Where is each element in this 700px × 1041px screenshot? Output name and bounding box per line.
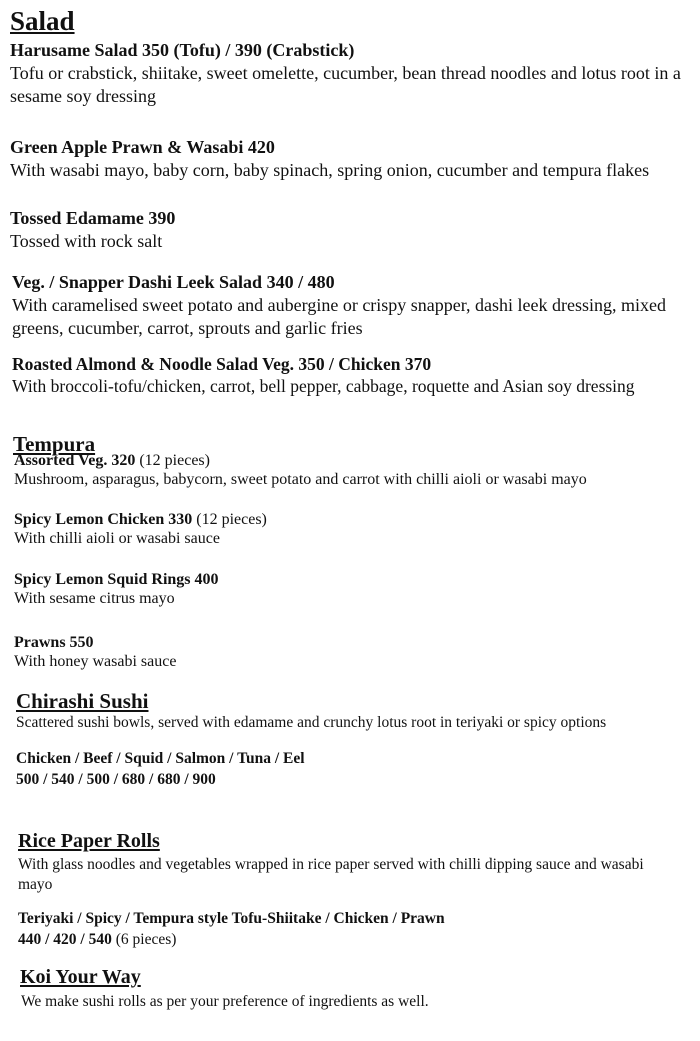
tempura-heading: Tempura — [13, 432, 96, 456]
salad-item-tossed-edamame — [10, 208, 700, 253]
item-title: Spicy Lemon Squid Rings 400 — [14, 571, 219, 588]
item-description: Mushroom, asparagus, babycorn, sweet potato and carrot with chilli aioli or wasabi mayo — [14, 471, 587, 489]
rice-paper-price-line — [18, 930, 700, 951]
salad-item-green-apple-prawn — [10, 137, 700, 182]
item-title: Harusame Salad 350 (Tofu) / 390 (Crabstick) — [10, 40, 355, 60]
tempura-item-assorted-veg — [14, 451, 700, 491]
item-description: With broccoli-tofu/chicken, carrot, bell pepper, cabbage, roquette and Asian soy dressing — [12, 376, 635, 396]
item-name: Spicy Lemon Chicken 330 — [14, 511, 193, 528]
salad-item-dashi-leek — [12, 272, 700, 340]
item-title: Veg. / Snapper Dashi Leek Salad 340 / 480 — [12, 272, 335, 292]
item-title: Tossed Edamame 390 — [10, 208, 176, 228]
chirashi-options: Chicken / Beef / Squid / Salmon / Tuna / Eel — [16, 750, 305, 768]
chirashi-description: Scattered sushi bowls, served with edamame and crunchy lotus root in teriyaki or spicy options — [16, 714, 607, 731]
item-description: With chilli aioli or wasabi sauce — [14, 530, 220, 548]
tempura-item-prawns — [14, 633, 700, 673]
salad-item-almond-noodle — [12, 354, 700, 398]
rice-paper-block — [18, 855, 700, 951]
item-title — [14, 510, 700, 529]
koi-block — [21, 992, 700, 1012]
item-title: Green Apple Prawn & Wasabi 420 — [10, 137, 275, 157]
item-description: With sesame citrus mayo — [14, 590, 175, 608]
item-title: Roasted Almond & Noodle Salad Veg. 350 / Chicken 370 — [12, 354, 432, 374]
salad-item-harusame — [10, 40, 700, 108]
tempura-item-squid-rings — [14, 570, 700, 610]
rice-paper-note: (6 pieces) — [115, 931, 177, 949]
item-description: With honey wasabi sauce — [14, 653, 177, 671]
item-name: Assorted Veg. 320 — [14, 452, 136, 469]
item-description: With caramelised sweet potato and aubergine or crispy snapper, dashi leek dressing, mixed greens, cucumber, carrot, sprouts and garlic fries — [12, 294, 667, 338]
chirashi-heading: Chirashi Sushi — [16, 689, 149, 713]
item-title — [14, 451, 700, 470]
rice-paper-heading: Rice Paper Rolls — [18, 830, 160, 852]
rice-paper-description: With glass noodles and vegetables wrapped in rice paper served with chilli dipping sauce and wasabi mayo — [18, 856, 644, 894]
koi-heading: Koi Your Way — [20, 966, 141, 988]
salad-heading: Salad — [10, 6, 75, 36]
item-title: Prawns 550 — [14, 634, 94, 651]
chirashi-block — [16, 713, 700, 791]
item-description: Tofu or crabstick, shiitake, sweet omelette, cucumber, bean thread noodles and lotus root in a sesame soy dressing — [10, 62, 681, 106]
chirashi-prices: 500 / 540 / 500 / 680 / 680 / 900 — [16, 771, 216, 789]
rice-paper-prices: 440 / 420 / 540 — [18, 931, 112, 949]
item-description: With wasabi mayo, baby corn, baby spinach, spring onion, cucumber and tempura flakes — [10, 159, 650, 180]
item-note: (12 pieces) — [196, 511, 267, 528]
rice-paper-options: Teriyaki / Spicy / Tempura style Tofu-Shiitake / Chicken / Prawn — [18, 910, 445, 928]
item-description: Tossed with rock salt — [10, 230, 163, 251]
item-note: (12 pieces) — [139, 452, 210, 469]
tempura-item-spicy-lemon-chicken — [14, 510, 700, 550]
koi-description: We make sushi rolls as per your preference of ingredients as well. — [21, 993, 429, 1010]
